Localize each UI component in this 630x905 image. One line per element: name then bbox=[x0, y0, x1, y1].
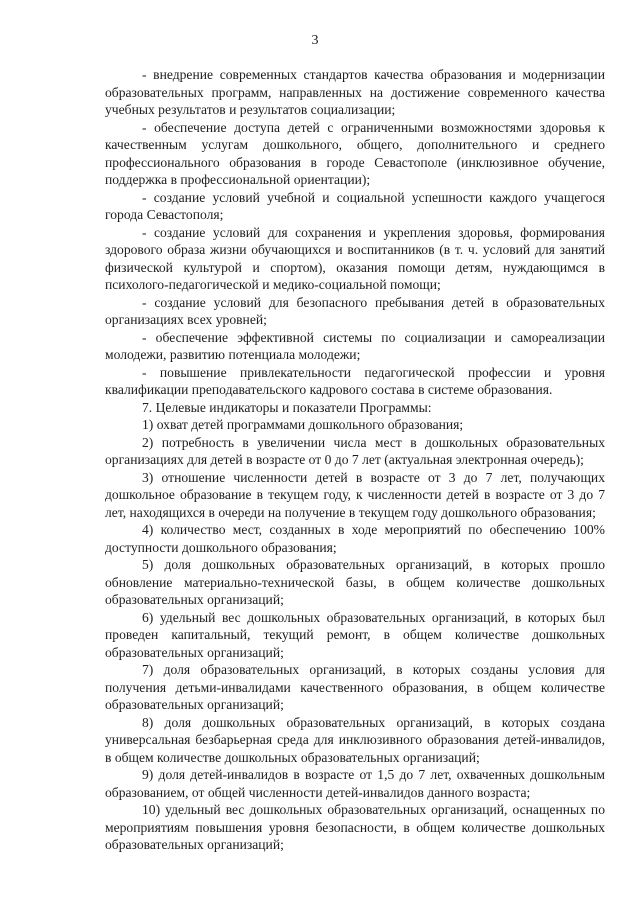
list-item: 5) доля дошкольных образовательных организаций, в которых прошло обновление материально-технической базы, в общем количестве дошкольных образовательных организаций; bbox=[105, 557, 605, 607]
list-item: 9) доля детей-инвалидов в возрасте от 1,5 до 7 лет, охваченных дошкольным образованием, от общей численности детей-инвалидов данного возраста; bbox=[105, 767, 605, 800]
list-item: 4) количество мест, созданных в ходе мероприятий по обеспечению 100% доступности дошкольного образования; bbox=[105, 522, 605, 555]
list-item: 1) охват детей программами дошкольного образования; bbox=[142, 417, 464, 432]
paragraph: - создание условий для сохранения и укрепления здоровья, формирования здорового образа жизни обучающихся и воспитанников (в т. ч. условий для занятий физической культурой и спортом), оказания помощи детям, нуждающимся в психолого-педагогической и медико-социальной помощи; bbox=[105, 224, 605, 292]
document-body bbox=[105, 66, 605, 854]
paragraph: - обеспечение эффективной системы по социализации и самореализации молодежи, развитию потенциала молодежи; bbox=[105, 329, 605, 362]
list-item: 2) потребность в увеличении числа мест в дошкольных образовательных организациях для детей в возрасте от 0 до 7 лет (актуальная электронная очередь); bbox=[105, 434, 605, 467]
list-item: 6) удельный вес дошкольных образовательных организаций, в которых был проведен капитальный, текущий ремонт, в общем количестве дошкольных образовательных организаций; bbox=[105, 609, 605, 660]
section-heading: 7. Целевые индикаторы и показатели Программы: bbox=[142, 399, 432, 415]
page-number: 3 bbox=[311, 33, 319, 48]
paragraph: - внедрение современных стандартов качества образования и модернизации образовательных программ, направленных на достижение современного качества учебных результатов и результатов социализации; bbox=[105, 67, 605, 117]
paragraph: - повышение привлекательности педагогической профессии и уровня квалификации преподавательского кадрового состава в системе образования. bbox=[105, 364, 605, 397]
paragraph: - создание условий учебной и социальной успешности каждого учащегося города Севастополя; bbox=[105, 189, 605, 222]
list-item: 7) доля образовательных организаций, в которых созданы условия для получения детьми-инвалидами качественного образования, в общем количестве образовательных организаций; bbox=[105, 662, 605, 712]
list-item: 10) удельный вес дошкольных образовательных организаций, оснащенных по мероприятиям повышения уровня безопасности, в общем количестве дошкольных образовательных организаций; bbox=[105, 802, 605, 852]
paragraph: - создание условий для безопасного пребывания детей в образовательных организациях всех уровней; bbox=[105, 294, 605, 327]
paragraph: - обеспечение доступа детей с ограниченными возможностями здоровья к качественным услугам дошкольного, общего, дополнительного и среднего профессионального образования в городе Севастополе (инклюзивное обучение, поддержка в профессиональной ориентации); bbox=[105, 119, 605, 187]
list-item: 8) доля дошкольных образовательных организаций, в которых создана универсальная безбарьерная среда для инклюзивного образования детей-инвалидов, в общем количестве дошкольных образовательных организаций; bbox=[105, 714, 605, 765]
list-item: 3) отношение численности детей в возрасте от 3 до 7 лет, получающих дошкольное образование в текущем году, к численности детей в возрасте от 3 до 7 лет, находящихся в очереди на получение в текущем году дошкольного образования; bbox=[105, 469, 605, 520]
